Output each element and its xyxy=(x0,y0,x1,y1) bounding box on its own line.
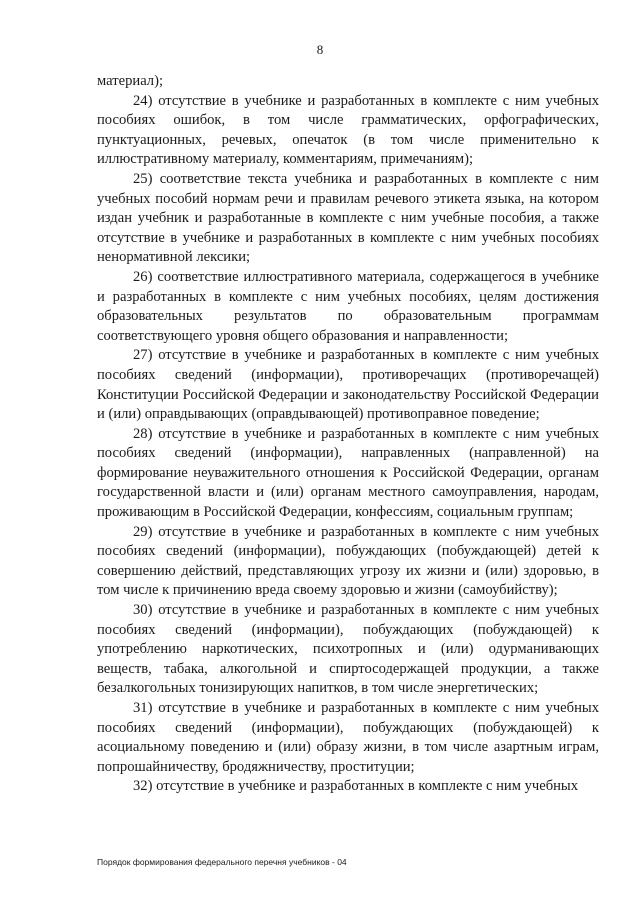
document-footer: Порядок формирования федерального перечня учебников - 04 xyxy=(97,857,347,867)
paragraph-item-31: 31) отсутствие в учебнике и разработанных в комплекте с ним учебных пособиях сведений (информации), побуждающих (побуждающей) к асоциальному поведению и (или) образу жизни, в том числе азартным играм, попрошайничеству, бродяжничеству, проституции; xyxy=(97,700,599,775)
paragraph-item-26: 26) соответствие иллюстративного материала, содержащегося в учебнике и разработанных в комплекте с ним учебных пособиях, целям достижения образовательных результатов по образовательным программам соответствующего уровня общего образования и направленности; xyxy=(97,268,599,344)
paragraph-item-25: 25) соответствие текста учебника и разработанных в комплекте с ним учебных пособий нормам речи и правилам речевого этикета языка, на котором издан учебник и разработанные в комплекте с ним учебные пособия, а также отсутствие в учебнике и разработанных в комплекте с ним учебных пособиях ненормативной лексики; xyxy=(97,170,599,266)
paragraph-item-29: 29) отсутствие в учебнике и разработанных в комплекте с ним учебных пособиях сведений (информации), побуждающих (побуждающей) детей к совершению действий, представляющих угрозу их жизни и (или) здоровью, в том числе к причинению вреда своему здоровью и жизни (самоубийству); xyxy=(97,523,599,599)
paragraph-item-28: 28) отсутствие в учебнике и разработанных в комплекте с ним учебных пособиях сведений (информации), направленных (направленной) на формирование неуважительного отношения к Российской Федерации, органам государственной власти и (или) органам местного самоуправления, народам, проживающим в Российской Федерации, конфессиям, социальным группам; xyxy=(97,425,599,521)
paragraph-item-27: 27) отсутствие в учебнике и разработанных в комплекте с ним учебных пособиях сведений (информации), противоречащих (противоречащей) Конституции Российской Федерации и законодательству Российской Федерации и (или) оправдывающих (оправдывающей) противоправное поведение; xyxy=(97,347,599,423)
paragraph-item-24: 24) отсутствие в учебнике и разработанных в комплекте с ним учебных пособиях ошибок, в том числе грамматических, орфографических, пунктуационных, речевых, опечаток (в том числе применительно к иллюстративному материалу, комментариям, примечаниям); xyxy=(97,92,599,168)
document-body xyxy=(97,72,599,797)
page-number: 8 xyxy=(316,42,324,57)
paragraph-continuation: материал); xyxy=(97,73,163,89)
paragraph-item-30: 30) отсутствие в учебнике и разработанных в комплекте с ним учебных пособиях сведений (информации), побуждающих (побуждающей) к употреблению наркотических, психотропных и (или) одурманивающих веществ, табака, алкогольной и спиртосодержащей продукции, а также безалкогольных тонизирующих напитков, в том числе энергетических; xyxy=(97,602,599,697)
paragraph-item-32: 32) отсутствие в учебнике и разработанных в комплекте с ним учебных xyxy=(133,778,579,795)
